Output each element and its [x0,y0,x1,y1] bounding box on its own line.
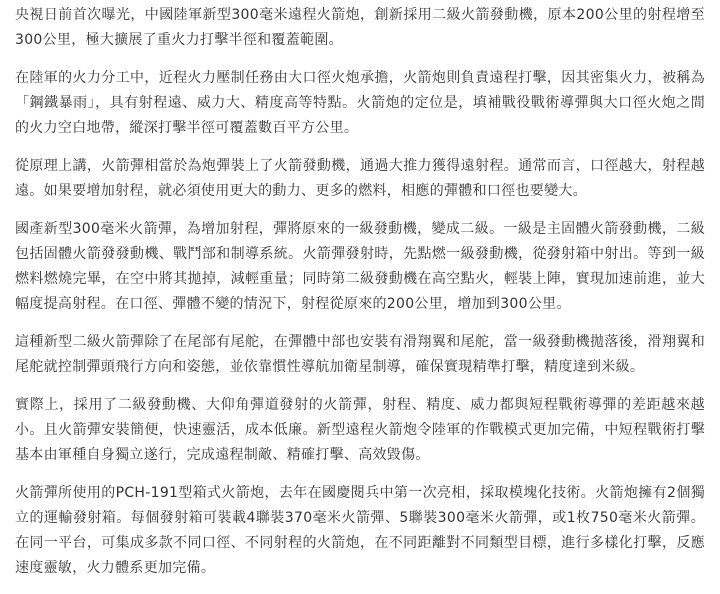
article-paragraph-7: 火箭彈所使用的PCH-191型箱式火箭炮，去年在國慶閱兵中第一次亮相，採取模塊化技術。火箭炮擁有2個獨立的運輸發射箱。每個發射箱可裝載4聯裝370毫米火箭彈、5聯裝300毫米火箭彈，或1枚750毫米火箭彈。在同一平台，可集成多款不同口徑、不同射程的火箭炮，在不同距離對不同類型目標，進行多樣化打擊，反應速度靈敏，火力體系更加完備。 [15,485,705,576]
article-paragraph-1: 央視日前首次曝光，中國陸軍新型300毫米遠程火箭炮，創新採用二級火箭發動機，原本200公里的射程增至300公里，極大擴展了重火力打擊半徑和覆蓋範圍。 [15,7,705,48]
article-paragraph-3: 從原理上講，火箭彈相當於為炮彈裝上了火箭發動機，通過大推力獲得遠射程。通常而言，口徑越大，射程越遠。如果要增加射程，就必須使用更大的動力、更多的燃料，相應的彈體和口徑也要變大。 [15,158,705,199]
article-paragraph-6: 實際上，採用了二級發動機、大仰角彈道發射的火箭彈，射程、精度、威力都與短程戰術導彈的差距越來越小。且火箭彈安裝簡便，快速靈活，成本低廉。新型遠程火箭炮令陸軍的作戰模式更加完備，中短程戰術打擊基本由軍種自身獨立遂行，完成遠程制敵、精確打擊、高效毀傷。 [15,397,705,463]
article-paragraph-4: 國產新型300毫米火箭彈，為增加射程，彈將原來的一級發動機，變成二級。一級是主固體火箭發動機，二級包括固體火箭發發動機、戰鬥部和制導系統。火箭彈發射時，先點燃一級發動機，從發射箱中射出。等到一級燃料燃燒完畢，在空中將其拋掉，減輕重量；同時第二級發動機在高空點火，輕裝上陣，實現加速前進，並大幅度提高射程。在口徑、彈體不變的情況下，射程從原來的200公里，增加到300公里。 [15,221,705,312]
article-paragraph-5: 這種新型二級火箭彈除了在尾部有尾舵，在彈體中部也安裝有滑翔翼和尾舵，當一級發動機拋落後，滑翔翼和尾舵就控制彈頭飛行方向和姿態，並依靠慣性導航加衛星制導，確保實現精準打擊，精度達到米級。 [15,334,705,375]
article-paragraph-2: 在陸軍的火力分工中，近程火力壓制任務由大口徑火炮承擔，火箭炮則負責遠程打擊，因其密集火力，被稱為「鋼鐵暴雨」，具有射程遠、威力大、精度高等特點。火箭炮的定位是，填補戰役戰術導彈與大口徑火炮之間的火力空白地帶，縱深打擊半徑可覆蓋數百平方公里。 [15,70,705,136]
news-article-body [15,3,705,594]
